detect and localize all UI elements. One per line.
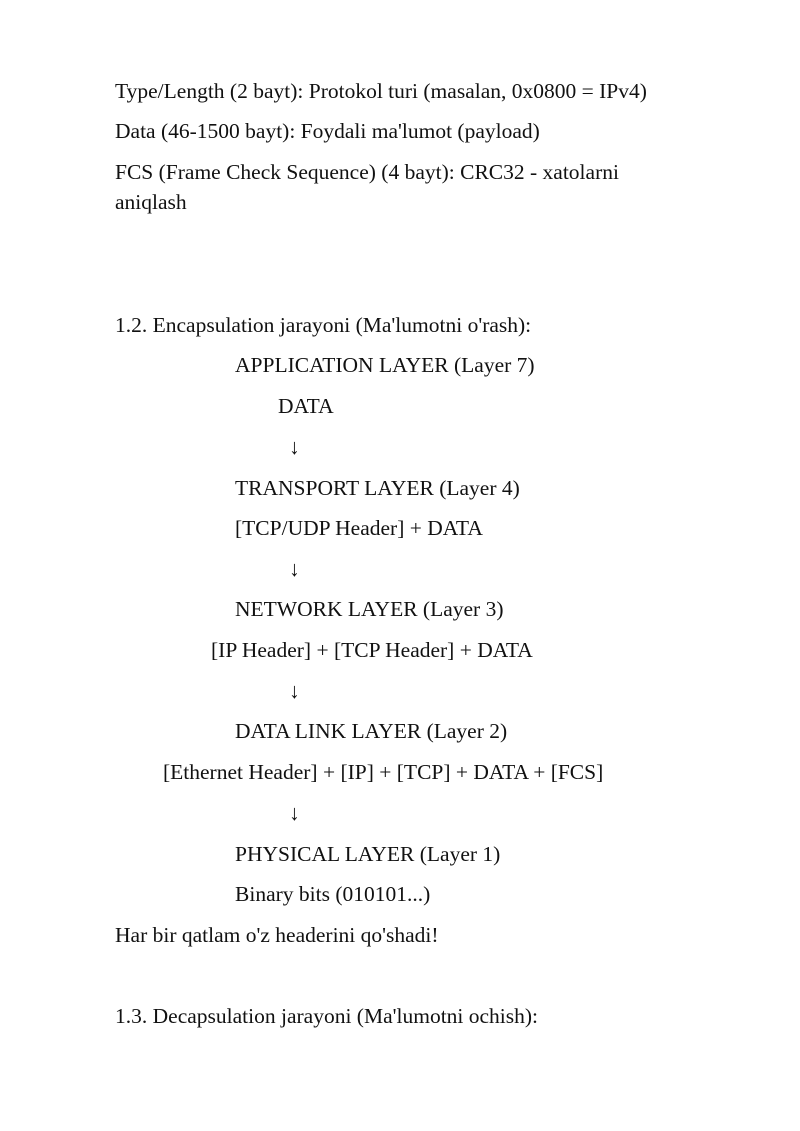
down-arrow-icon: ↓ [289, 435, 300, 459]
transport-layer-label: TRANSPORT LAYER (Layer 4) [235, 476, 520, 500]
down-arrow-icon: ↓ [289, 679, 300, 703]
application-layer-label: APPLICATION LAYER (Layer 7) [235, 353, 535, 377]
network-data-label: [IP Header] + [TCP Header] + DATA [211, 638, 533, 662]
encapsulation-note: Har bir qatlam o'z headerini qo'shadi! [115, 923, 439, 947]
data-field: Data (46-1500 bayt): Foydali ma'lumot (payload) [115, 119, 540, 143]
transport-data-label: [TCP/UDP Header] + DATA [235, 516, 483, 540]
encapsulation-heading: 1.2. Encapsulation jarayoni (Ma'lumotni o'rash): [115, 313, 532, 337]
type-length-field: Type/Length (2 bayt): Protokol turi (masalan, 0x0800 = IPv4) [115, 79, 647, 103]
network-layer-label: NETWORK LAYER (Layer 3) [235, 597, 504, 621]
datalink-data-label: [Ethernet Header] + [IP] + [TCP] + DATA + [FCS] [163, 760, 604, 784]
fcs-field-line1: FCS (Frame Check Sequence) (4 bayt): CRC32 - xatolarni [115, 160, 619, 184]
down-arrow-icon: ↓ [289, 557, 300, 581]
decapsulation-heading: 1.3. Decapsulation jarayoni (Ma'lumotni ochish): [115, 1004, 539, 1028]
application-data-label: DATA [278, 394, 334, 418]
physical-data-label: Binary bits (010101...) [235, 882, 431, 906]
fcs-field-line2: aniqlash [115, 190, 187, 214]
down-arrow-icon: ↓ [289, 801, 300, 825]
datalink-layer-label: DATA LINK LAYER (Layer 2) [235, 719, 508, 743]
physical-layer-label: PHYSICAL LAYER (Layer 1) [235, 842, 501, 866]
